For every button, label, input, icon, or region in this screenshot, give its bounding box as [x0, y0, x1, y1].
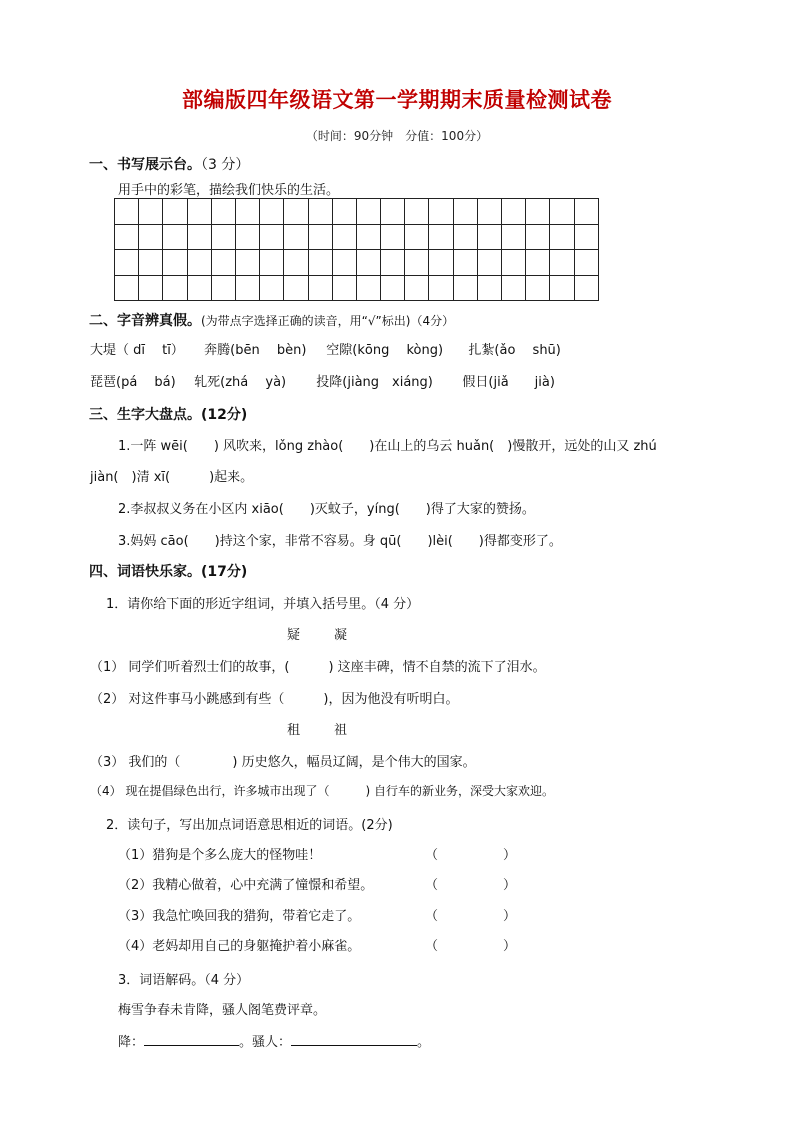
grid-cell[interactable] — [333, 276, 357, 302]
grid-cell[interactable] — [575, 250, 599, 276]
section2-heading — [89, 310, 454, 330]
question-3: 3．词语解码。（4 分） — [118, 973, 250, 988]
grid-cell[interactable] — [284, 225, 308, 251]
grid-cell[interactable] — [236, 276, 260, 302]
pinyin-item[interactable]: 奔腾(bēn bèn) — [204, 343, 307, 358]
grid-cell[interactable] — [115, 250, 139, 276]
grid-cell[interactable] — [575, 225, 599, 251]
section3-line-2[interactable]: jiàn( )清 xī( )起来。 — [90, 470, 254, 485]
grid-cell[interactable] — [381, 276, 405, 302]
exam-time-score: （时间：90分钟 分值：100分） — [305, 129, 489, 143]
grid-cell[interactable] — [163, 199, 187, 225]
grid-cell[interactable] — [212, 250, 236, 276]
grid-cell[interactable] — [115, 225, 139, 251]
answer-paren[interactable]: （ ） — [425, 848, 517, 863]
grid-cell[interactable] — [236, 199, 260, 225]
char-option: 疑 — [287, 628, 301, 643]
grid-cell[interactable] — [429, 199, 453, 225]
grid-cell[interactable] — [260, 250, 284, 276]
answer-paren[interactable]: （ ） — [425, 878, 517, 893]
grid-cell[interactable] — [357, 276, 381, 302]
pinyin-item[interactable]: 空隙(kōng kòng) — [326, 343, 444, 358]
grid-cell[interactable] — [502, 225, 526, 251]
grid-cell[interactable] — [188, 276, 212, 302]
grid-cell[interactable] — [550, 225, 574, 251]
question-2: 2．读句子，写出加点词语意思相近的词语。(2分) — [106, 818, 393, 833]
grid-cell[interactable] — [550, 250, 574, 276]
grid-cell[interactable] — [139, 250, 163, 276]
grid-cell[interactable] — [284, 199, 308, 225]
grid-cell[interactable] — [478, 276, 502, 302]
grid-cell[interactable] — [260, 225, 284, 251]
grid-cell[interactable] — [502, 250, 526, 276]
synonym-item: （2）我精心做着，心中充满了憧憬和希望。 — [118, 878, 374, 893]
grid-cell[interactable] — [405, 276, 429, 302]
grid-cell[interactable] — [575, 276, 599, 302]
grid-cell[interactable] — [478, 199, 502, 225]
char-pair-1 — [287, 624, 347, 643]
question-1: 1．请你给下面的形近字组词，并填入括号里。（4 分） — [106, 597, 420, 612]
grid-cell[interactable] — [526, 225, 550, 251]
section1-instruction: 用手中的彩笔，描绘我们快乐的生活。 — [118, 183, 340, 198]
grid-cell[interactable] — [139, 199, 163, 225]
grid-cell[interactable] — [550, 276, 574, 302]
grid-cell[interactable] — [575, 199, 599, 225]
grid-cell[interactable] — [478, 250, 502, 276]
pinyin-row-1 — [90, 339, 561, 358]
fill-sentence-2[interactable]: （2） 对这件事马小跳感到有些（ )，因为他没有听明白。 — [90, 692, 459, 707]
answer-paren[interactable]: （ ） — [425, 909, 517, 924]
pinyin-item[interactable]: 扎紮(ǎo shū) — [468, 343, 561, 358]
section4-title: 四、词语快乐家。 — [89, 564, 201, 580]
section3-points: (12分) — [201, 407, 248, 423]
grid-cell[interactable] — [454, 225, 478, 251]
pinyin-item[interactable]: 轧死(zhá yà) — [194, 375, 287, 390]
poem-line: 梅雪争春未肯降，骚人阁笔费评章。 — [118, 1003, 327, 1018]
grid-cell[interactable] — [309, 225, 333, 251]
char-option: 祖 — [334, 723, 348, 738]
page-title: 部编版四年级语文第一学期期末质量检测试卷 — [182, 88, 612, 112]
answer-end: 。 — [417, 1035, 431, 1050]
section3-line-3[interactable]: 2.李叔叔义务在小区内 xiāo( )灭蚊子，yíng( )得了大家的赞扬。 — [118, 502, 535, 517]
synonym-item: （3）我急忙唤回我的猎狗，带着它走了。 — [118, 909, 361, 924]
section2-title: 二、字音辨真假。 — [89, 313, 201, 329]
grid-cell[interactable] — [188, 199, 212, 225]
section4-heading — [89, 561, 247, 581]
grid-cell[interactable] — [309, 199, 333, 225]
grid-cell[interactable] — [139, 276, 163, 302]
grid-cell[interactable] — [357, 199, 381, 225]
grid-cell[interactable] — [381, 250, 405, 276]
grid-cell[interactable] — [357, 225, 381, 251]
grid-cell[interactable] — [260, 276, 284, 302]
writing-grid[interactable] — [114, 198, 599, 301]
section3-line-1[interactable]: 1.一阵 wēi( ) 风吹来，lǒng zhào( )在山上的乌云 huǎn( )慢散开，远处的山又 zhú — [118, 439, 657, 454]
answer-label: 降： — [118, 1035, 145, 1050]
grid-cell[interactable] — [139, 225, 163, 251]
grid-cell[interactable] — [236, 225, 260, 251]
answer-blank[interactable] — [144, 1031, 239, 1046]
section1-heading — [89, 154, 249, 174]
char-pair-2 — [287, 719, 347, 738]
section1-title: 一、书写展示台。 — [89, 157, 201, 173]
grid-cell[interactable] — [236, 250, 260, 276]
char-option: 租 — [287, 723, 301, 738]
grid-cell[interactable] — [478, 225, 502, 251]
char-option: 凝 — [334, 628, 348, 643]
grid-cell[interactable] — [429, 225, 453, 251]
grid-cell[interactable] — [381, 225, 405, 251]
grid-cell[interactable] — [188, 225, 212, 251]
grid-cell[interactable] — [333, 199, 357, 225]
fill-sentence-4[interactable]: （4） 现在提倡绿色出行，许多城市出现了（ ) 自行车的新业务，深受大家欢迎。 — [90, 784, 554, 798]
grid-cell[interactable] — [454, 199, 478, 225]
grid-cell[interactable] — [309, 276, 333, 302]
grid-cell[interactable] — [212, 276, 236, 302]
grid-cell[interactable] — [333, 250, 357, 276]
grid-cell[interactable] — [526, 276, 550, 302]
section3-title: 三、生字大盘点。 — [89, 407, 201, 423]
pinyin-item[interactable]: 投降(jiàng xiáng) — [316, 375, 433, 390]
answer-label: 。骚人： — [239, 1035, 292, 1050]
section3-line-4[interactable]: 3.妈妈 cāo( )持这个家，非常不容易。身 qū( )lèi( )得都变形了。 — [118, 534, 562, 549]
grid-cell[interactable] — [212, 199, 236, 225]
section4-points: (17分) — [201, 564, 248, 580]
grid-cell[interactable] — [405, 250, 429, 276]
grid-cell[interactable] — [502, 276, 526, 302]
grid-cell[interactable] — [526, 250, 550, 276]
grid-cell[interactable] — [163, 225, 187, 251]
pinyin-item[interactable]: 琵琶(pá bá) — [90, 375, 176, 390]
fill-sentence-3[interactable]: （3） 我们的（ ) 历史悠久，幅员辽阔，是个伟大的国家。 — [90, 755, 476, 770]
grid-cell[interactable] — [115, 276, 139, 302]
pinyin-item[interactable]: 假日(jiǎ jià) — [462, 375, 555, 390]
answer-paren[interactable]: （ ） — [425, 939, 517, 954]
grid-cell[interactable] — [115, 199, 139, 225]
pinyin-row-2 — [90, 371, 562, 390]
answer-blank[interactable] — [291, 1031, 417, 1046]
grid-cell[interactable] — [454, 276, 478, 302]
grid-cell[interactable] — [333, 225, 357, 251]
grid-cell[interactable] — [502, 199, 526, 225]
grid-cell[interactable] — [163, 276, 187, 302]
decode-answer-row — [118, 1031, 430, 1050]
synonym-item: （4）老妈却用自己的身躯掩护着小麻雀。 — [118, 939, 361, 954]
grid-cell[interactable] — [381, 199, 405, 225]
grid-cell[interactable] — [526, 199, 550, 225]
section2-instruction: (为带点字选择正确的读音，用“√”标出)（4分） — [201, 314, 455, 328]
fill-sentence-1[interactable]: （1） 同学们听着烈士们的故事，( ) 这座丰碑，情不自禁的流下了泪水。 — [90, 660, 546, 675]
grid-cell[interactable] — [309, 250, 333, 276]
grid-cell[interactable] — [454, 250, 478, 276]
grid-cell[interactable] — [284, 250, 308, 276]
grid-cell[interactable] — [429, 276, 453, 302]
grid-cell[interactable] — [188, 250, 212, 276]
grid-cell[interactable] — [212, 225, 236, 251]
grid-cell[interactable] — [405, 199, 429, 225]
grid-cell[interactable] — [163, 250, 187, 276]
grid-cell[interactable] — [284, 276, 308, 302]
synonym-item: （1）猎狗是个多么庞大的怪物哇！ — [118, 848, 322, 863]
grid-cell[interactable] — [260, 199, 284, 225]
grid-cell[interactable] — [357, 250, 381, 276]
pinyin-item[interactable]: 大堤（ dī tī） — [90, 343, 184, 358]
section1-points: （3 分） — [201, 157, 250, 173]
grid-cell[interactable] — [429, 250, 453, 276]
grid-cell[interactable] — [550, 199, 574, 225]
section3-heading — [89, 404, 247, 424]
grid-cell[interactable] — [405, 225, 429, 251]
